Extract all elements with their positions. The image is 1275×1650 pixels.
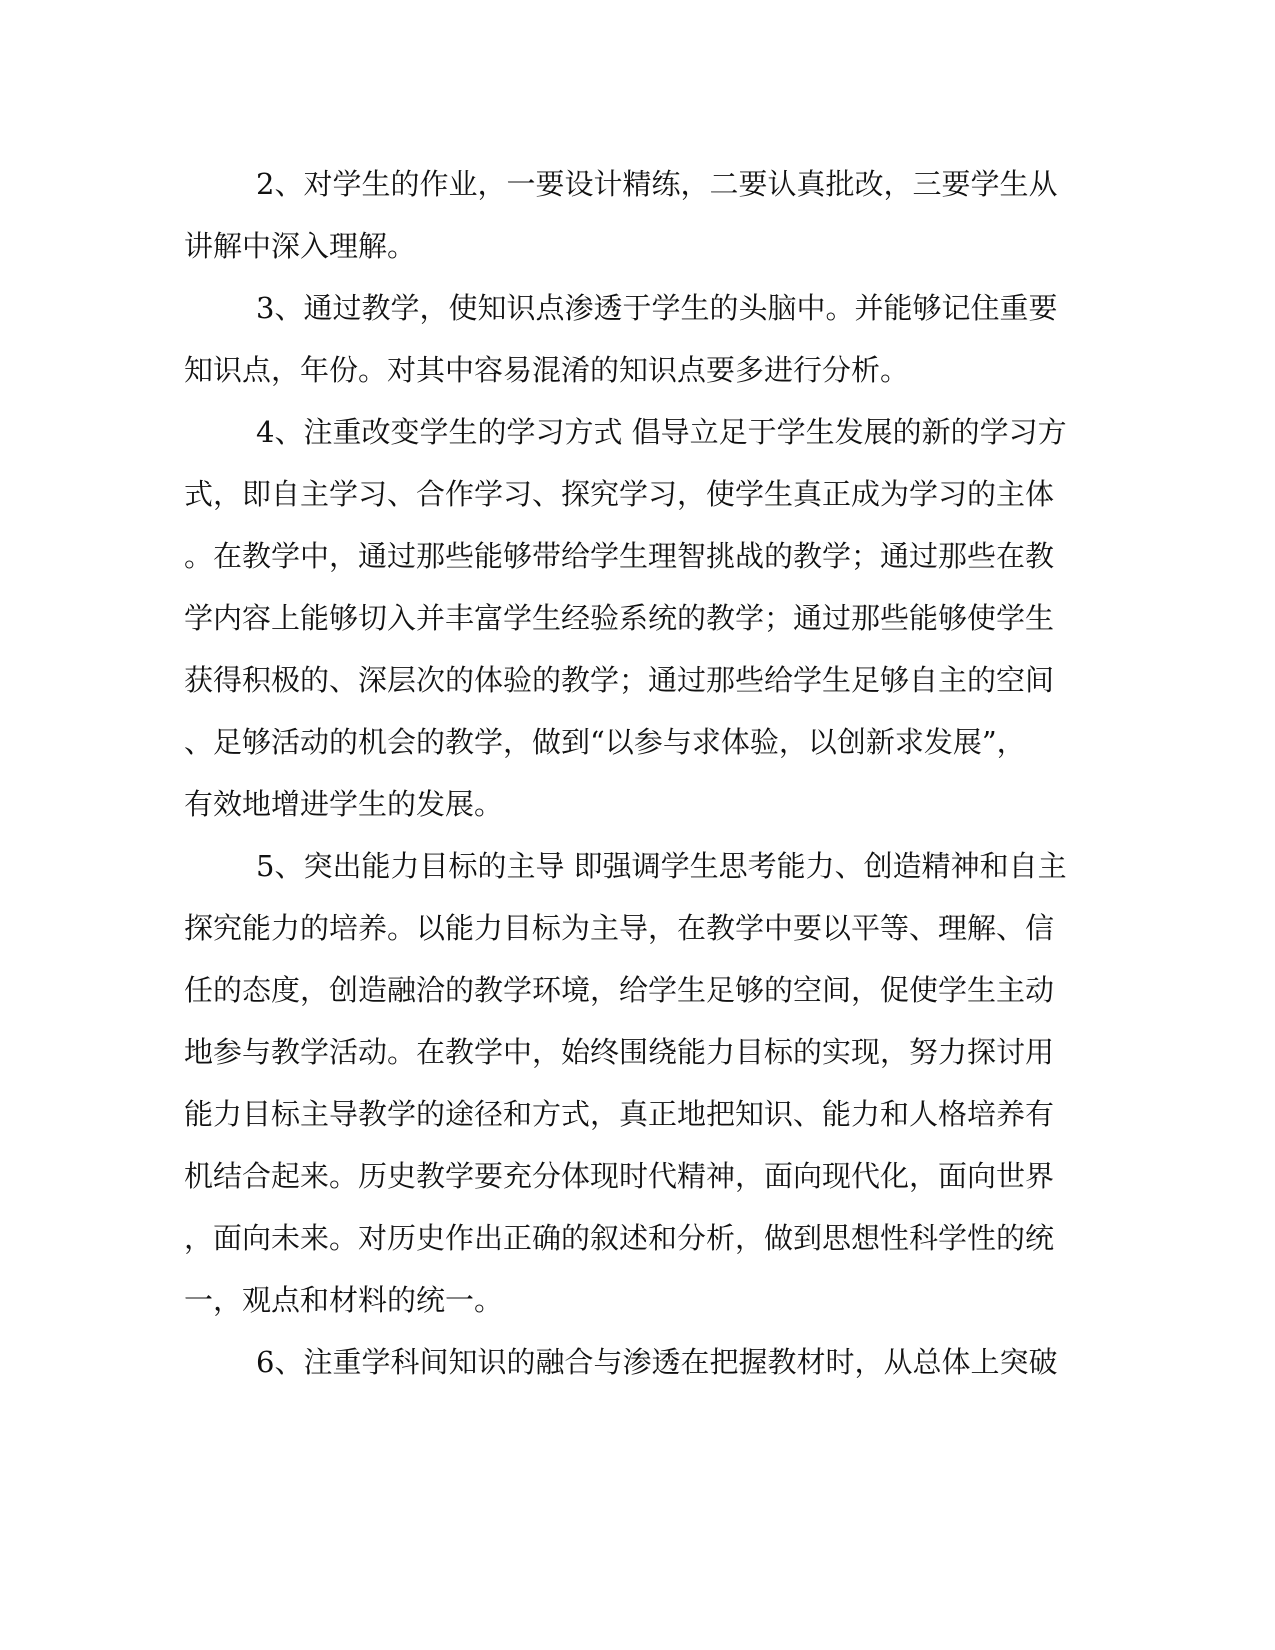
text-line-7: 。在教学中，通过那些能够带给学生理智挑战的教学；通过那些在教 [184, 539, 1055, 573]
text-line-20: 6、注重学科间知识的融合与渗透在把握教材时，从总体上突破 [256, 1345, 1058, 1379]
text-line-10: 、足够活动的机会的教学，做到“以参与求体验，以创新求发展”， [184, 725, 1026, 759]
text-line-19: 一，观点和材料的统一。 [184, 1283, 504, 1317]
text-line-14: 任的态度，创造融洽的教学环境，给学生足够的空间，促使学生主动 [184, 973, 1055, 1007]
text-line-16: 能力目标主导教学的途径和方式，真正地把知识、能力和人格培养有 [184, 1097, 1055, 1131]
text-line-12: 5、突出能力目标的主导 即强调学生思考能力、创造精神和自主 [256, 849, 1067, 883]
text-line-8: 学内容上能够切入并丰富学生经验系统的教学；通过那些能够使学生 [184, 601, 1055, 635]
text-line-3: 3、通过教学，使知识点渗透于学生的头脑中。并能够记住重要 [256, 291, 1058, 325]
text-line-9: 获得积极的、深层次的体验的教学；通过那些给学生足够自主的空间 [184, 663, 1055, 697]
text-line-18: ，面向未来。对历史作出正确的叙述和分析，做到思想性科学性的统 [184, 1221, 1055, 1255]
text-line-1: 2、对学生的作业，一要设计精练，二要认真批改，三要学生从 [256, 167, 1058, 201]
text-line-15: 地参与教学活动。在教学中，始终围绕能力目标的实现，努力探讨用 [184, 1035, 1055, 1069]
text-line-11: 有效地增进学生的发展。 [184, 787, 504, 821]
text-line-2: 讲解中深入理解。 [184, 229, 417, 263]
text-line-13: 探究能力的培养。以能力目标为主导，在教学中要以平等、理解、信 [184, 911, 1055, 945]
text-line-5: 4、注重改变学生的学习方式 倡导立足于学生发展的新的学习方 [256, 415, 1067, 449]
text-line-4: 知识点，年份。对其中容易混淆的知识点要多进行分析。 [184, 353, 910, 387]
text-line-17: 机结合起来。历史教学要充分体现时代精神，面向现代化，面向世界 [184, 1159, 1055, 1193]
text-line-6: 式，即自主学习、合作学习、探究学习，使学生真正成为学习的主体 [184, 477, 1055, 511]
